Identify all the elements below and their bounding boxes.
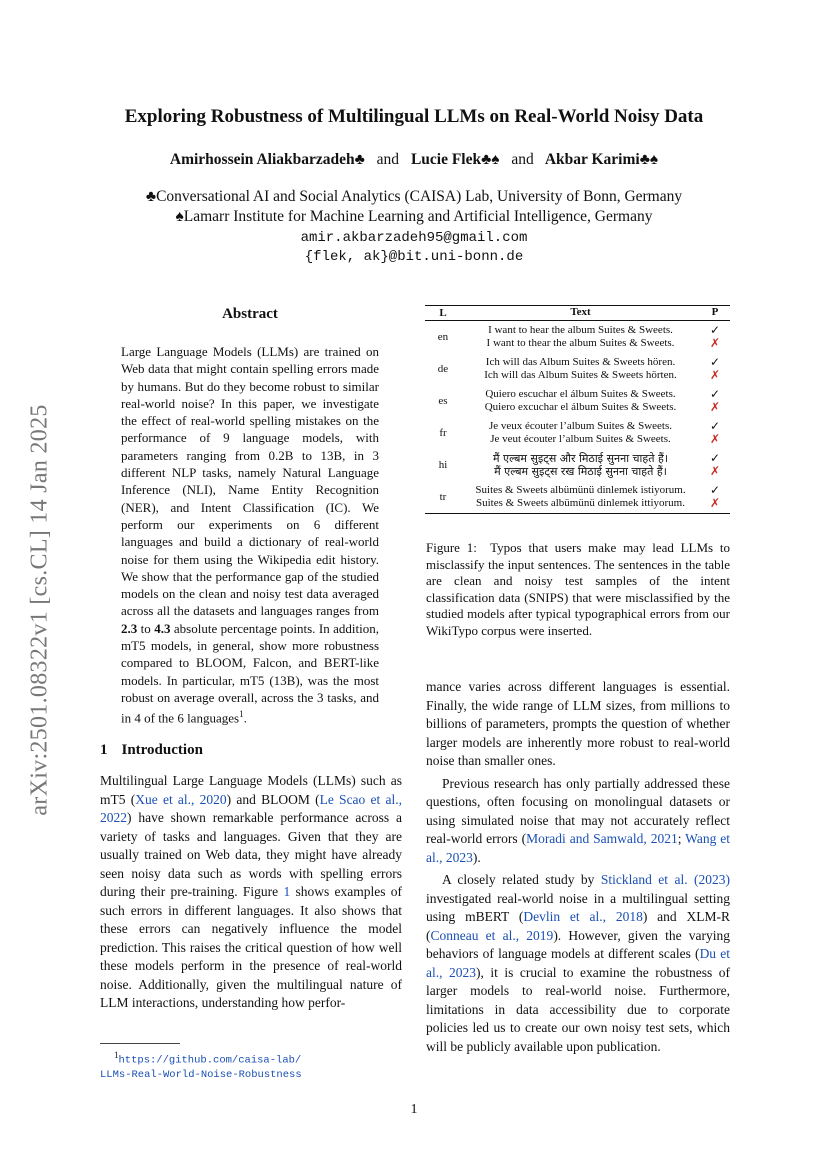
noisy-sentence: Je veut écouter l’album Suites & Sweets.	[490, 433, 671, 445]
row-lang: tr	[439, 491, 447, 503]
clean-sentence: I want to hear the album Suites & Sweets.	[488, 323, 673, 336]
right-text: ) and XLM-R (	[426, 909, 730, 943]
citation-link[interactable]: Le Scao et al., 2022	[100, 791, 402, 825]
table-row-tr	[425, 481, 730, 513]
table-body	[425, 321, 730, 513]
check-icon: ✓	[709, 354, 721, 369]
section-heading-introduction	[100, 742, 203, 759]
figure-ref-link[interactable]: 1	[283, 884, 291, 899]
row-sentences	[461, 324, 700, 351]
right-text: Previous research has only partially addressed these questions, often focusing on monolingual datasets or using simulated noise that may not accurately reflect real-world errors (	[426, 775, 730, 846]
abstract-text-1: Large Language Models (LLMs) are trained on Web data that might contain spelling errors made by humans. But do they become robust to similar real-world noise? In this paper, we investigate the effect of real-world spelling mistakes on the performance of 9 language models, with parameters ranging from 0.2B to 13B, in 3 different NLP tasks, namely Natural Language Inference (NLI), Name Entity Recognition (NER), and Intent Classification (IC). We perform our experiments on 6 different languages and build a dictionary of real-world noise for them using the Wikipedia edit history. We show that the performance gap of the studied models on the clean and noisy test data averaged across all the datasets and languages ranges from	[121, 344, 379, 619]
cross-icon: ✗	[709, 368, 721, 382]
table-header-row	[425, 306, 730, 320]
cross-icon: ✗	[709, 400, 721, 414]
footnote-url-line-2[interactable]: LLMs-Real-World-Noise-Robustness	[100, 1068, 302, 1081]
clean-sentence: Suites & Sweets albümünü dinlemek istiyorum.	[475, 483, 686, 496]
right-text: investigated real-world noise in a multilingual setting using mBERT (	[426, 890, 730, 924]
email-1[interactable]: amir.akbarzadeh95@gmail.com	[300, 230, 528, 246]
header-pred: P	[711, 306, 719, 318]
citation-link[interactable]: Wang et al., 2023	[426, 831, 730, 865]
caption-label: Figure 1:	[426, 540, 477, 555]
footnote-mark: 1	[114, 1050, 119, 1060]
author-list	[0, 151, 828, 169]
check-icon: ✓	[709, 482, 721, 497]
citation-link[interactable]: Conneau et al., 2019	[430, 927, 554, 943]
right-text: ;	[677, 831, 686, 846]
row-predictions	[700, 452, 730, 479]
abstract-text-3: absolute percentage points. In addition, mT5 models, in general, show more robustness compared to BLOOM, Falcon, and BERT-like models. In particular, mT5 (13B), was the most robust on average overall, across the 3 tasks, and in 4 of the 6 languages	[121, 620, 379, 726]
row-sentences	[461, 356, 700, 383]
row-lang: en	[437, 331, 449, 343]
check-icon: ✓	[709, 418, 721, 433]
email-2: {flek, ak}@bit.uni-bonn.de	[304, 249, 524, 265]
noisy-sentence: मैं एल्बम सुइट्स रख मिठाई सुनना चाहते हैं।	[494, 465, 667, 478]
affiliation-1: ♣Conversational AI and Social Analytics (CAISA) Lab, University of Bonn, Germany	[145, 188, 683, 205]
intro-text: ) and BLOOM (	[226, 791, 320, 807]
section-title: Introduction	[121, 742, 203, 758]
citation-link[interactable]: Devlin et al., 2018	[523, 909, 643, 924]
cross-icon: ✗	[709, 496, 721, 510]
row-lang: fr	[439, 427, 447, 439]
row-lang: hi	[438, 459, 448, 471]
abstract-footnote-mark[interactable]: 1	[239, 709, 244, 720]
noisy-sentence: I want to thear the album Suites & Sweets.	[486, 337, 675, 349]
row-predictions	[700, 420, 730, 447]
table-row-es	[425, 385, 730, 417]
row-lang: es	[438, 395, 448, 407]
right-column-text	[426, 678, 730, 1060]
abstract-body	[121, 343, 379, 727]
right-text: ), it is crucial to examine the robustness of larger models to real-world noise. Furthermore, limitations in data accessibility due to corporate policies led us to create our own noisy test sets, which will be publicly available upon publication.	[426, 964, 730, 1054]
abstract-heading: Abstract	[222, 306, 278, 322]
right-text: ).	[472, 849, 481, 865]
check-icon: ✓	[709, 322, 721, 337]
row-predictions	[700, 324, 730, 351]
intro-text: Multilingual Large Language Models (LLMs) such as mT5 (	[100, 773, 402, 807]
row-sentences	[461, 420, 700, 447]
right-paragraph-1	[426, 678, 730, 771]
table-row-en	[425, 321, 730, 353]
header-lang: L	[439, 307, 447, 319]
row-sentences	[461, 388, 700, 415]
abstract-text-2: to	[137, 620, 155, 636]
footnote-rule	[100, 1043, 180, 1044]
intro-paragraph	[100, 772, 402, 1013]
page-number: 1	[410, 1102, 418, 1117]
footnote-url-line-1[interactable]: https://github.com/caisa-lab/	[118, 1054, 302, 1067]
row-predictions	[700, 484, 730, 511]
table-row-fr	[425, 417, 730, 449]
noisy-sentence: Ich will das Album Suites & Sweets hörten.	[484, 369, 677, 381]
author-and-2: and	[511, 151, 534, 168]
author-and-1: and	[376, 151, 400, 168]
right-paragraph-2	[426, 775, 730, 868]
citation-link[interactable]: Xue et al., 2020	[135, 791, 227, 807]
table-row-de	[425, 353, 730, 385]
author-1: Amirhossein Aliakbarzadeh♣	[169, 151, 365, 168]
abstract-bold-2: 4.3	[154, 620, 171, 636]
clean-sentence: Quiero escuchar el álbum Suites & Sweets.	[485, 387, 676, 400]
table-bottom-rule	[425, 513, 730, 514]
clean-sentence: Ich will das Album Suites & Sweets hören.	[485, 355, 676, 368]
arxiv-stamp	[20, 370, 60, 850]
row-lang: de	[437, 363, 449, 375]
cross-icon: ✗	[709, 336, 721, 350]
row-sentences	[461, 484, 700, 511]
section-number: 1	[100, 742, 108, 758]
figure-1-table	[425, 305, 730, 514]
row-predictions	[700, 388, 730, 415]
figure-1-caption	[426, 540, 730, 640]
footnote	[100, 1048, 400, 1082]
header-text: Text	[570, 306, 591, 318]
intro-text: shows examples of such errors in different languages. It also shows that these errors can negatively influence the model prediction. This raises the critical question of how well these models perform in the presence of real-world noise. Additionally, given the multilingual nature of LLM interactions, understanding how perfor-	[100, 884, 402, 1010]
author-3: Akbar Karimi♣♠	[544, 151, 659, 168]
citation-link[interactable]: Stickland et al. (2023)	[600, 872, 730, 887]
check-icon: ✓	[709, 386, 721, 401]
right-paragraph-3	[426, 871, 730, 1056]
noisy-sentence: Quiero excuchar el álbum Suites & Sweets.	[484, 401, 677, 413]
noisy-sentence: Suites & Sweets albümünü dinlemek ittiyorum.	[476, 497, 685, 509]
affiliation-2: ♠Lamarr Institute for Machine Learning and Artificial Intelligence, Germany	[175, 208, 653, 225]
abstract-end: .	[243, 710, 247, 726]
cross-icon: ✗	[709, 464, 721, 478]
intro-text: ) have shown remarkable performance across a variety of tasks and languages. Given that they are usually trained on Web data, they might have already seen noisy data such as words with spelling errors during their pre-training. Figure	[100, 810, 402, 899]
caption-text: Typos that users make may lead LLMs to misclassify the input sentences. The sentences in the table are clean and noisy test samples of the intent classification data (SNIPS) that were misclassified by the studied models after typical typographical errors from our WikiTypo corpus were inserted.	[426, 540, 730, 638]
right-text: mance varies across different languages is essential. Finally, the wide range of LLM sizes, from millions to billions of parameters, prompts the question of whether larger models are inherently more robust to real-world noise than smaller ones.	[426, 679, 730, 768]
author-2: Lucie Flek♣♠	[410, 151, 500, 168]
citation-link[interactable]: Moradi and Samwald, 2021	[526, 831, 678, 846]
row-sentences	[461, 452, 700, 479]
right-text: ). However, given the varying behaviors of language models at different scales (	[426, 927, 730, 961]
row-predictions	[700, 356, 730, 383]
cross-icon: ✗	[709, 432, 721, 446]
abstract-bold-1: 2.3	[121, 620, 138, 636]
right-text: A closely related study by	[442, 872, 601, 887]
clean-sentence: Je veux écouter l’album Suites & Sweets.	[489, 419, 672, 432]
paper-title: Exploring Robustness of Multilingual LLMs on Real-World Noisy Data	[124, 106, 704, 127]
table-row-hi	[425, 449, 730, 481]
clean-sentence: मैं एल्बम सुइट्स और मिठाई सुनना चाहते हैं।	[492, 451, 669, 465]
arxiv-stamp-text: arXiv:2501.08322v1 [cs.CL] 14 Jan 2025	[26, 404, 53, 816]
check-icon: ✓	[709, 450, 721, 465]
citation-link[interactable]: Du et al., 2023	[426, 946, 731, 980]
